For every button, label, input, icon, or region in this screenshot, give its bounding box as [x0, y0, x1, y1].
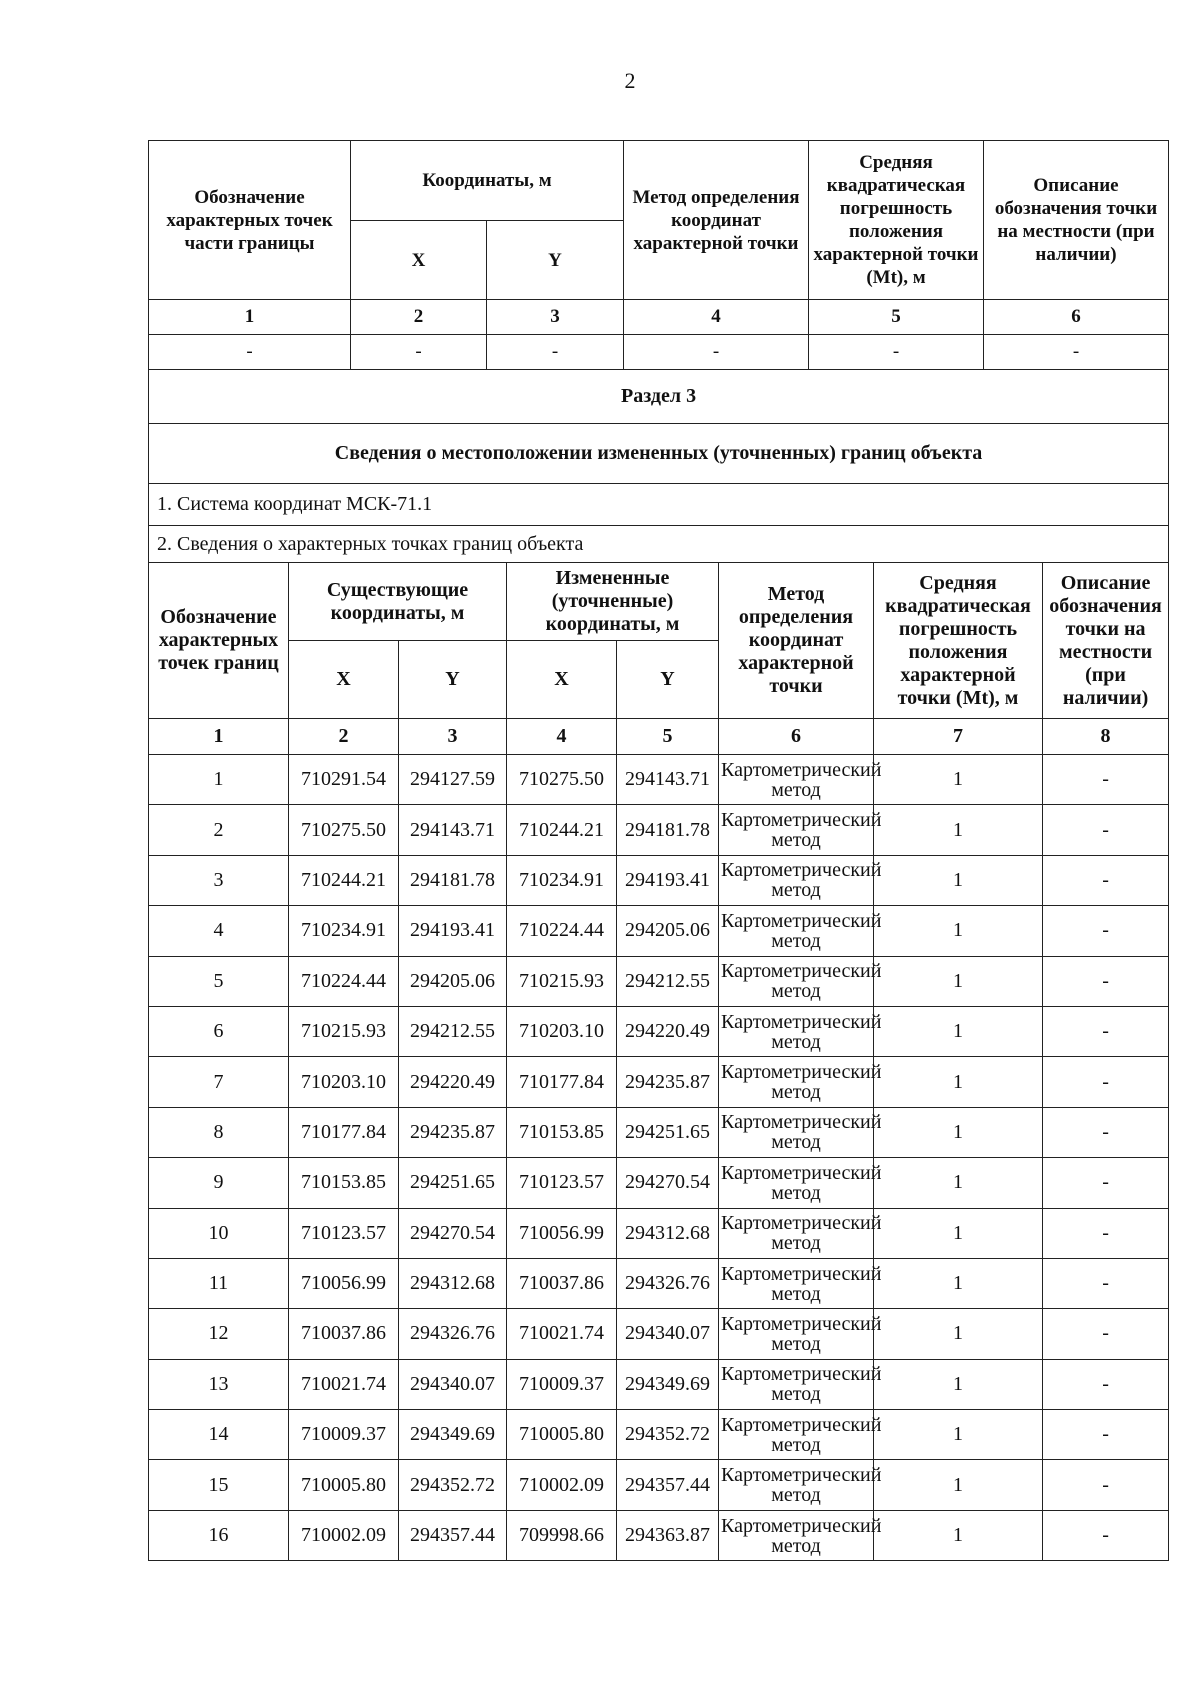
header-method: Метод определения координат характерной точки [624, 141, 809, 300]
x-existing-cell: 710177.84 [289, 1107, 399, 1157]
method-cell: Картометрический метод [719, 1057, 874, 1107]
y-changed-cell: 294220.49 [617, 1006, 719, 1056]
header-error: Средняя квадратическая погрешность положения характерной точки (Mt), м [874, 563, 1043, 719]
x-changed-cell: 710021.74 [507, 1309, 617, 1359]
y-existing-cell: 294352.72 [399, 1460, 507, 1510]
x-existing-cell: 710009.37 [289, 1410, 399, 1460]
description-cell: - [1043, 1309, 1169, 1359]
table-row [149, 1510, 1169, 1560]
method-cell: Картометрический метод [719, 1258, 874, 1308]
error-value-cell: 1 [874, 1460, 1043, 1510]
cell: - [984, 335, 1169, 370]
method-cell: Картометрический метод [719, 1309, 874, 1359]
error-value-cell: 1 [874, 1208, 1043, 1258]
point-number-cell: 13 [149, 1359, 289, 1409]
x-existing-cell: 710056.99 [289, 1258, 399, 1308]
x-existing-cell: 710291.54 [289, 755, 399, 805]
method-cell: Картометрический метод [719, 1107, 874, 1157]
x-changed-cell: 710005.80 [507, 1410, 617, 1460]
method-cell: Картометрический метод [719, 755, 874, 805]
y-existing-cell: 294326.76 [399, 1309, 507, 1359]
y-existing-cell: 294349.69 [399, 1410, 507, 1460]
x-changed-cell: 710037.86 [507, 1258, 617, 1308]
error-value-cell: 1 [874, 1410, 1043, 1460]
method-cell: Картометрический метод [719, 1410, 874, 1460]
y-changed-cell: 294205.06 [617, 906, 719, 956]
y-existing-cell: 294193.41 [399, 906, 507, 956]
header-description: Описание обозначения точки на местности (при наличии) [984, 141, 1169, 300]
x-changed-cell: 710244.21 [507, 805, 617, 855]
col-number: 4 [624, 300, 809, 335]
col-number: 5 [809, 300, 984, 335]
coord-system: 1. Система координат МСК-71.1 [149, 484, 1169, 526]
x-existing-cell: 710002.09 [289, 1510, 399, 1560]
description-cell: - [1043, 1208, 1169, 1258]
x-changed-cell: 710153.85 [507, 1107, 617, 1157]
y-changed-cell: 294212.55 [617, 956, 719, 1006]
point-number-cell: 6 [149, 1006, 289, 1056]
table-row [149, 805, 1169, 855]
x-changed-cell: 710009.37 [507, 1359, 617, 1409]
section-subtitle: Сведения о местоположении измененных (уточненных) границ объекта [149, 424, 1169, 484]
cell: - [487, 335, 624, 370]
point-number-cell: 16 [149, 1510, 289, 1560]
x-changed-cell: 710275.50 [507, 755, 617, 805]
header-method: Метод определения координат характерной точки [719, 563, 874, 719]
table-row [149, 1158, 1169, 1208]
y-existing-cell: 294220.49 [399, 1057, 507, 1107]
error-value-cell: 1 [874, 1107, 1043, 1157]
header-y-changed: Y [617, 641, 719, 719]
col-number: 2 [289, 719, 399, 755]
y-existing-cell: 294270.54 [399, 1208, 507, 1258]
x-existing-cell: 710005.80 [289, 1460, 399, 1510]
y-changed-cell: 294193.41 [617, 855, 719, 905]
table-row [149, 1208, 1169, 1258]
point-number-cell: 4 [149, 906, 289, 956]
method-cell: Картометрический метод [719, 956, 874, 1006]
method-cell: Картометрический метод [719, 805, 874, 855]
y-changed-cell: 294340.07 [617, 1309, 719, 1359]
error-value-cell: 1 [874, 1006, 1043, 1056]
y-changed-cell: 294363.87 [617, 1510, 719, 1560]
table-row [149, 1309, 1169, 1359]
col-number: 3 [487, 300, 624, 335]
point-number-cell: 14 [149, 1410, 289, 1460]
header-y: Y [487, 221, 624, 300]
col-number: 6 [719, 719, 874, 755]
description-cell: - [1043, 755, 1169, 805]
y-existing-cell: 294357.44 [399, 1510, 507, 1560]
header-coordinates: Координаты, м [351, 141, 624, 221]
point-number-cell: 10 [149, 1208, 289, 1258]
column-numbers-row [149, 300, 1169, 335]
point-number-cell: 5 [149, 956, 289, 1006]
y-changed-cell: 294352.72 [617, 1410, 719, 1460]
y-existing-cell: 294127.59 [399, 755, 507, 805]
table-row [149, 1258, 1169, 1308]
description-cell: - [1043, 906, 1169, 956]
col-number: 3 [399, 719, 507, 755]
y-changed-cell: 294349.69 [617, 1359, 719, 1409]
x-changed-cell: 710177.84 [507, 1057, 617, 1107]
point-number-cell: 2 [149, 805, 289, 855]
header-x-changed: X [507, 641, 617, 719]
description-cell: - [1043, 956, 1169, 1006]
y-existing-cell: 294235.87 [399, 1107, 507, 1157]
error-value-cell: 1 [874, 1158, 1043, 1208]
col-number: 5 [617, 719, 719, 755]
header-description: Описание обозначения точки на местности (при наличии) [1043, 563, 1169, 719]
description-cell: - [1043, 1410, 1169, 1460]
table-row [149, 755, 1169, 805]
col-number: 1 [149, 300, 351, 335]
header-designation: Обозначение характерных точек части границы [149, 141, 351, 300]
x-existing-cell: 710244.21 [289, 855, 399, 905]
description-cell: - [1043, 1107, 1169, 1157]
col-number: 1 [149, 719, 289, 755]
error-value-cell: 1 [874, 855, 1043, 905]
error-value-cell: 1 [874, 1510, 1043, 1560]
error-value-cell: 1 [874, 1258, 1043, 1308]
y-changed-cell: 294251.65 [617, 1107, 719, 1157]
table-row [149, 335, 1169, 370]
table-row [149, 906, 1169, 956]
header-existing-coords: Существующие координаты, м [289, 563, 507, 641]
method-cell: Картометрический метод [719, 1208, 874, 1258]
point-number-cell: 3 [149, 855, 289, 905]
point-number-cell: 8 [149, 1107, 289, 1157]
cell: - [149, 335, 351, 370]
description-cell: - [1043, 805, 1169, 855]
description-cell: - [1043, 855, 1169, 905]
error-value-cell: 1 [874, 805, 1043, 855]
x-changed-cell: 709998.66 [507, 1510, 617, 1560]
description-cell: - [1043, 1057, 1169, 1107]
page-number: 2 [624, 68, 636, 93]
x-existing-cell: 710037.86 [289, 1309, 399, 1359]
table-row [149, 1359, 1169, 1409]
error-value-cell: 1 [874, 1309, 1043, 1359]
table-row [149, 1410, 1169, 1460]
error-value-cell: 1 [874, 755, 1043, 805]
description-cell: - [1043, 1359, 1169, 1409]
point-number-cell: 12 [149, 1309, 289, 1359]
x-changed-cell: 710203.10 [507, 1006, 617, 1056]
y-existing-cell: 294251.65 [399, 1158, 507, 1208]
description-cell: - [1043, 1006, 1169, 1056]
y-changed-cell: 294143.71 [617, 755, 719, 805]
col-number: 2 [351, 300, 487, 335]
cell: - [624, 335, 809, 370]
col-number: 6 [984, 300, 1169, 335]
y-existing-cell: 294212.55 [399, 1006, 507, 1056]
table-row [149, 1460, 1169, 1510]
x-changed-cell: 710056.99 [507, 1208, 617, 1258]
description-cell: - [1043, 1510, 1169, 1560]
y-existing-cell: 294143.71 [399, 805, 507, 855]
table-row [149, 1057, 1169, 1107]
points-info: 2. Сведения о характерных точках границ объекта [149, 526, 1169, 563]
col-number: 8 [1043, 719, 1169, 755]
error-value-cell: 1 [874, 1359, 1043, 1409]
table-row [149, 855, 1169, 905]
x-changed-cell: 710123.57 [507, 1158, 617, 1208]
col-number: 4 [507, 719, 617, 755]
y-existing-cell: 294205.06 [399, 956, 507, 1006]
header-x: X [351, 221, 487, 300]
description-cell: - [1043, 1158, 1169, 1208]
description-cell: - [1043, 1258, 1169, 1308]
point-number-cell: 9 [149, 1158, 289, 1208]
y-existing-cell: 294340.07 [399, 1359, 507, 1409]
x-changed-cell: 710215.93 [507, 956, 617, 1006]
method-cell: Картометрический метод [719, 1460, 874, 1510]
y-changed-cell: 294181.78 [617, 805, 719, 855]
point-number-cell: 7 [149, 1057, 289, 1107]
method-cell: Картометрический метод [719, 1510, 874, 1560]
error-value-cell: 1 [874, 956, 1043, 1006]
x-changed-cell: 710234.91 [507, 855, 617, 905]
header-x-existing: X [289, 641, 399, 719]
y-existing-cell: 294312.68 [399, 1258, 507, 1308]
y-changed-cell: 294326.76 [617, 1258, 719, 1308]
table-row [149, 956, 1169, 1006]
y-changed-cell: 294235.87 [617, 1057, 719, 1107]
method-cell: Картометрический метод [719, 1158, 874, 1208]
table-row [149, 1107, 1169, 1157]
col-number: 7 [874, 719, 1043, 755]
x-existing-cell: 710275.50 [289, 805, 399, 855]
header-error: Средняя квадратическая погрешность положения характерной точки (Mt), м [809, 141, 984, 300]
y-changed-cell: 294270.54 [617, 1158, 719, 1208]
point-number-cell: 1 [149, 755, 289, 805]
x-existing-cell: 710021.74 [289, 1359, 399, 1409]
x-existing-cell: 710153.85 [289, 1158, 399, 1208]
description-cell: - [1043, 1460, 1169, 1510]
method-cell: Картометрический метод [719, 855, 874, 905]
x-existing-cell: 710234.91 [289, 906, 399, 956]
cell: - [351, 335, 487, 370]
cell: - [809, 335, 984, 370]
x-existing-cell: 710224.44 [289, 956, 399, 1006]
table-boundary-points [148, 369, 1169, 1561]
y-existing-cell: 294181.78 [399, 855, 507, 905]
table-part-boundary-points [148, 140, 1169, 370]
header-designation: Обозначение характерных точек границ [149, 563, 289, 719]
x-changed-cell: 710224.44 [507, 906, 617, 956]
point-number-cell: 11 [149, 1258, 289, 1308]
y-changed-cell: 294312.68 [617, 1208, 719, 1258]
x-existing-cell: 710215.93 [289, 1006, 399, 1056]
table-row [149, 1006, 1169, 1056]
error-value-cell: 1 [874, 1057, 1043, 1107]
header-y-existing: Y [399, 641, 507, 719]
y-changed-cell: 294357.44 [617, 1460, 719, 1510]
x-existing-cell: 710123.57 [289, 1208, 399, 1258]
x-existing-cell: 710203.10 [289, 1057, 399, 1107]
point-number-cell: 15 [149, 1460, 289, 1510]
method-cell: Картометрический метод [719, 1359, 874, 1409]
error-value-cell: 1 [874, 906, 1043, 956]
column-numbers-row [149, 719, 1169, 755]
section-title: Раздел 3 [149, 370, 1169, 424]
method-cell: Картометрический метод [719, 906, 874, 956]
header-changed-coords: Измененные (уточненные) координаты, м [507, 563, 719, 641]
method-cell: Картометрический метод [719, 1006, 874, 1056]
x-changed-cell: 710002.09 [507, 1460, 617, 1510]
